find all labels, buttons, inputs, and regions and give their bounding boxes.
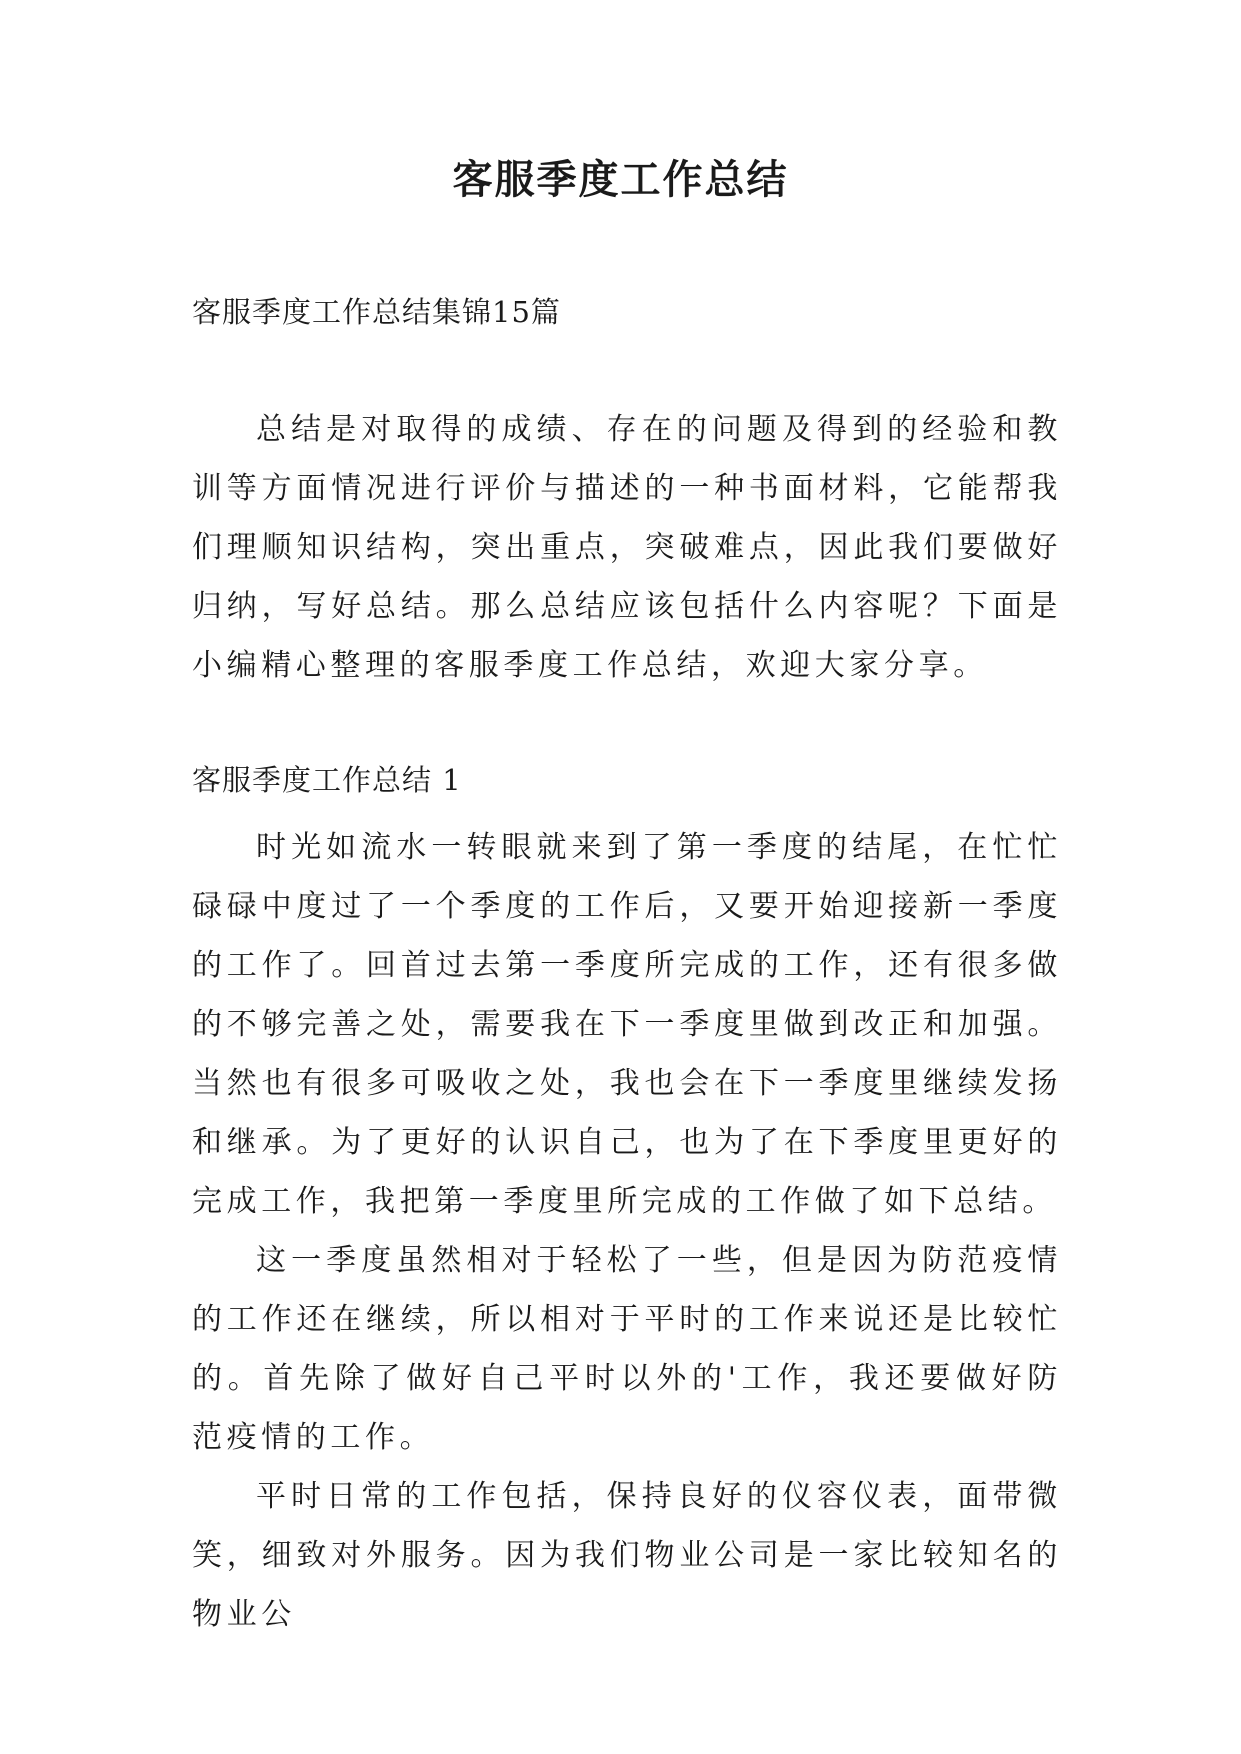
intro-block	[192, 400, 1062, 695]
document-subtitle: 客服季度工作总结集锦15篇	[192, 295, 561, 329]
section-body	[192, 818, 1062, 1644]
body-paragraph: 这一季度虽然相对于轻松了一些，但是因为防范疫情的工作还在继续，所以相对于平时的工作来说还是比较忙的。首先除了做好自己平时以外的'工作，我还要做好防范疫情的工作。	[192, 1243, 1062, 1455]
intro-paragraph: 总结是对取得的成绩、存在的问题及得到的经验和教训等方面情况进行评价与描述的一种书面材料，它能帮我们理顺知识结构，突出重点，突破难点，因此我们要做好归纳，写好总结。那么总结应该包括什么内容呢？下面是小编精心整理的客服季度工作总结，欢迎大家分享。	[192, 412, 1062, 683]
body-paragraph: 时光如流水一转眼就来到了第一季度的结尾，在忙忙碌碌中度过了一个季度的工作后，又要开始迎接新一季度的工作了。回首过去第一季度所完成的工作，还有很多做的不够完善之处，需要我在下一季度里做到改正和加强。当然也有很多可吸收之处，我也会在下一季度里继续发扬和继承。为了更好的认识自己，也为了在下季度里更好的完成工作，我把第一季度里所完成的工作做了如下总结。	[192, 830, 1062, 1219]
body-paragraph: 平时日常的工作包括，保持良好的仪容仪表，面带微笑，细致对外服务。因为我们物业公司是一家比较知名的物业公	[192, 1479, 1062, 1632]
section-heading: 客服季度工作总结 1	[192, 763, 462, 797]
document-title: 客服季度工作总结	[452, 157, 789, 203]
